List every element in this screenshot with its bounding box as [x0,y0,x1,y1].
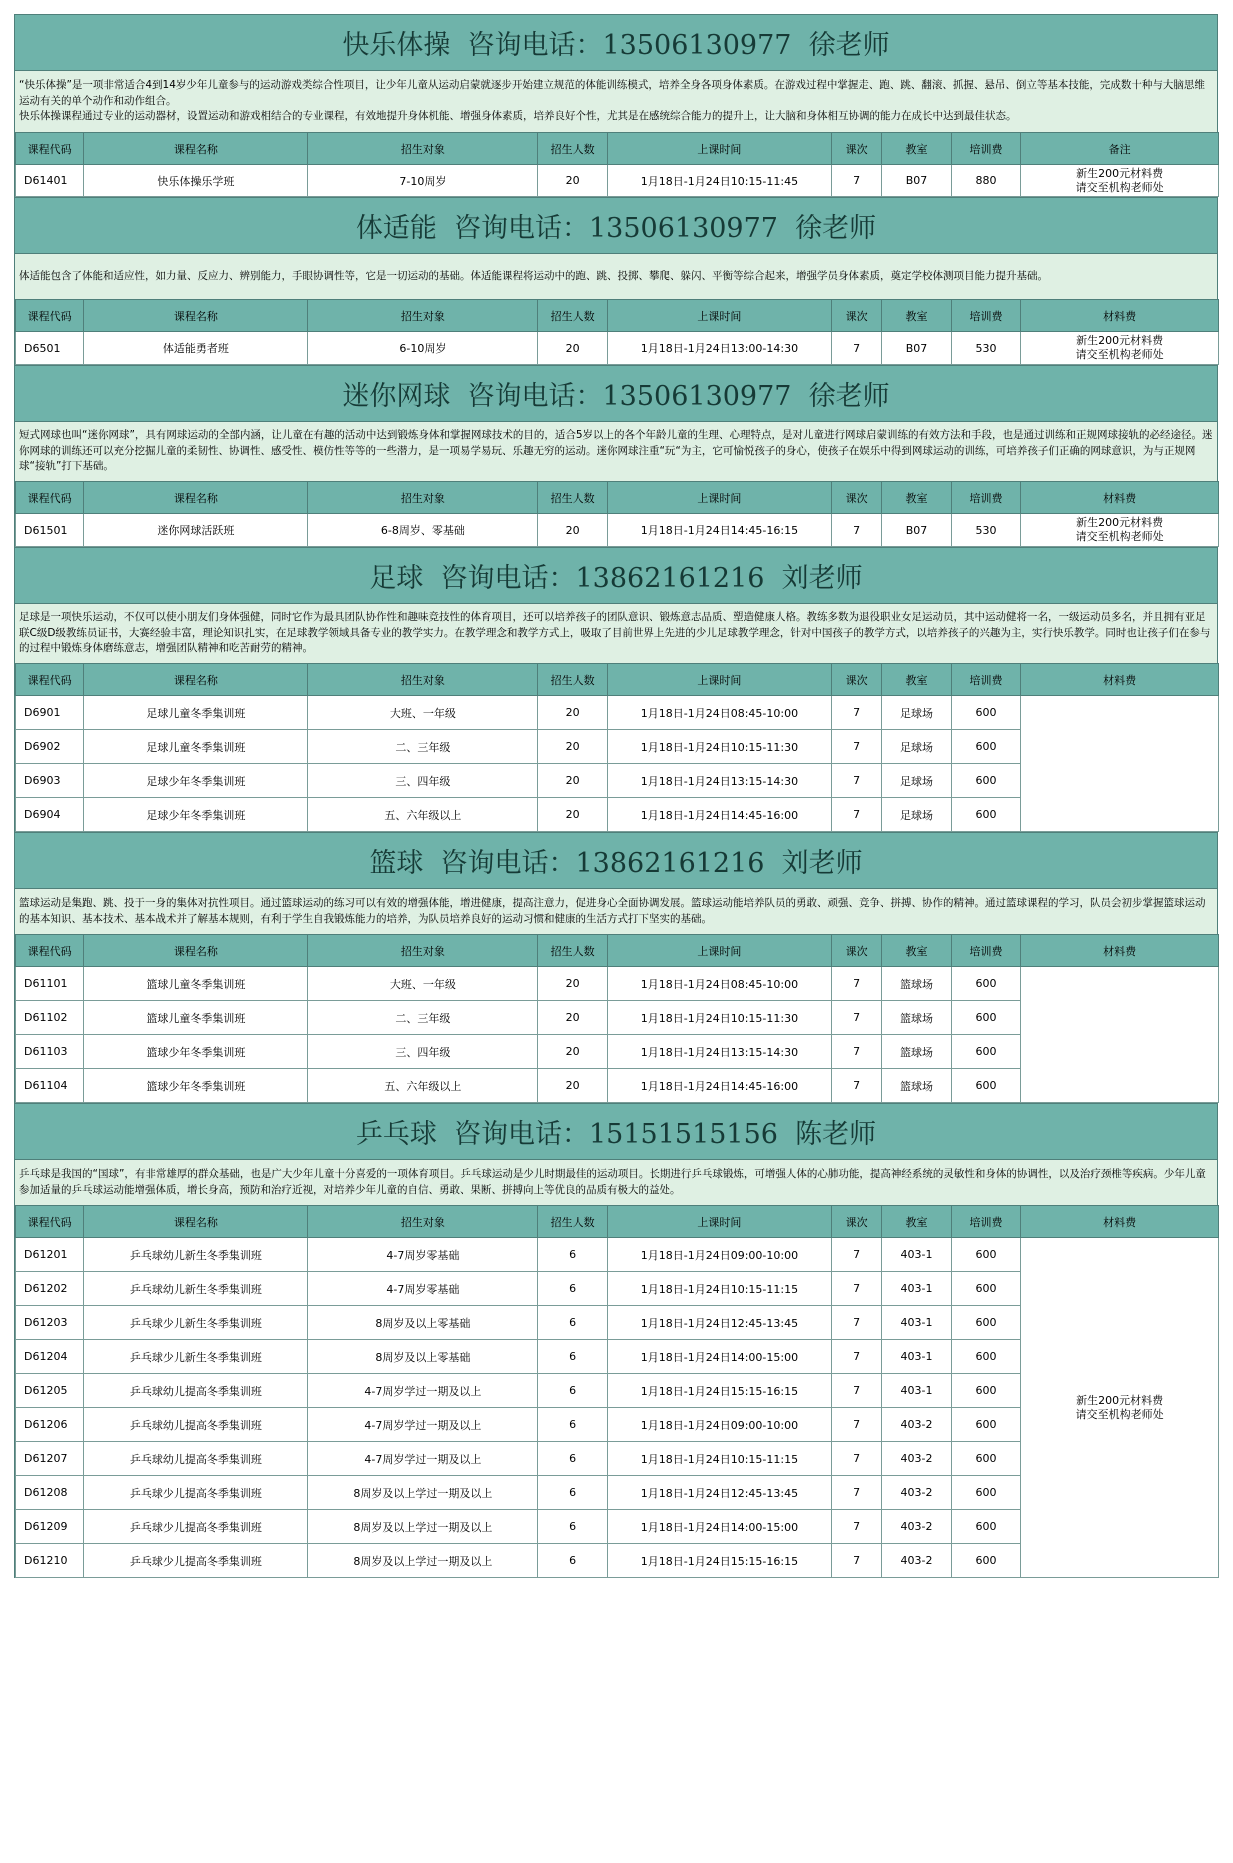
column-header: 招生对象 [308,133,538,165]
section-description [15,421,1217,481]
column-header: 招生对象 [308,482,538,514]
table-cell: D61201 [16,1238,84,1272]
table-cell: 二、三年级 [308,1001,538,1035]
column-header: 教室 [882,935,951,967]
table-cell: 880 [951,165,1020,197]
table-cell: 三、四年级 [308,1035,538,1069]
table-cell: 600 [951,730,1020,764]
table-cell: D61203 [16,1306,84,1340]
table-cell: 乒乓球少儿提高冬季集训班 [84,1544,308,1578]
table-cell: D6904 [16,798,84,832]
table-cell: D61501 [16,514,84,547]
header-row [16,300,1219,332]
table-row [16,1238,1219,1272]
table-cell: D61210 [16,1544,84,1578]
table-cell: 7 [831,1035,881,1069]
table-cell: 600 [951,1306,1020,1340]
course-section [14,14,1218,197]
table-cell: 1月18日-1月24日12:45-13:45 [607,1476,831,1510]
column-header: 课程代码 [16,133,84,165]
table-cell: 403-2 [882,1510,951,1544]
column-header: 上课时间 [607,1206,831,1238]
table-cell: D6501 [16,332,84,365]
column-header: 招生对象 [308,300,538,332]
table-cell: 403-1 [882,1238,951,1272]
table-cell: 1月18日-1月24日10:15-11:30 [607,1001,831,1035]
table-cell: 1月18日-1月24日08:45-10:00 [607,967,831,1001]
table-cell: 20 [538,1035,607,1069]
table-cell: 403-1 [882,1340,951,1374]
table-cell: 足球儿童冬季集训班 [84,696,308,730]
remark-cell [1021,967,1219,1103]
column-header: 课程代码 [16,300,84,332]
table-cell: 乒乓球少儿新生冬季集训班 [84,1340,308,1374]
column-header: 招生人数 [538,664,607,696]
table-cell: 20 [538,332,607,365]
column-header: 招生人数 [538,482,607,514]
table-cell: 快乐体操乐学班 [84,165,308,197]
table-cell: 7 [831,332,881,365]
table-cell: 篮球儿童冬季集训班 [84,1001,308,1035]
table-cell: 6-8周岁、零基础 [308,514,538,547]
table-cell: D61104 [16,1069,84,1103]
column-header: 课次 [831,935,881,967]
table-cell: 篮球少年冬季集训班 [84,1069,308,1103]
table-cell: 403-1 [882,1306,951,1340]
table-cell: 403-2 [882,1408,951,1442]
table-cell: 乒乓球幼儿新生冬季集训班 [84,1238,308,1272]
table-cell: 600 [951,1408,1020,1442]
column-header: 材料费 [1021,482,1219,514]
table-cell: 6 [538,1306,607,1340]
table-cell: 6 [538,1476,607,1510]
table-cell: 8周岁及以上学过一期及以上 [308,1544,538,1578]
table-row [16,165,1219,197]
column-header: 材料费 [1021,1206,1219,1238]
description-text: “快乐体操”是一项非常适合4到14岁少年儿童参与的运动游戏类综合性项目，让少年儿童从运动启蒙就逐步开始建立规范的体能训练模式，培养全身各项身体素质。在游戏过程中掌握走、跑、跳、翻滚、抓握、悬吊、倒立等基本技能，完成数十种与大脑思维运动有关的单个动作和动作组合。 快乐体操课程通过专业的运动器材，设置运动和游戏相结合的专业课程，有效地提升身体机能、增强身体素质，培养良好个性，尤其是在感统综合能力的提升上，让大脑和身体相互协调的能力在成长中达到最佳状态。 [19,79,1205,123]
table-cell: 1月18日-1月24日14:00-15:00 [607,1340,831,1374]
section-description [15,888,1217,934]
table-cell: 足球儿童冬季集训班 [84,730,308,764]
table-cell: 600 [951,1476,1020,1510]
course-section [14,197,1218,365]
table-cell: 4-7周岁零基础 [308,1238,538,1272]
section-title: 快乐体操 咨询电话：13506130977 徐老师 [15,14,1217,70]
table-cell: 20 [538,696,607,730]
table-cell: 足球场 [882,798,951,832]
course-table [15,132,1219,197]
table-cell: 403-1 [882,1374,951,1408]
table-cell: 8周岁及以上零基础 [308,1340,538,1374]
table-cell: 乒乓球幼儿提高冬季集训班 [84,1408,308,1442]
table-cell: 600 [951,696,1020,730]
column-header: 招生对象 [308,664,538,696]
table-cell: 乒乓球少儿新生冬季集训班 [84,1306,308,1340]
table-cell: 4-7周岁学过一期及以上 [308,1408,538,1442]
table-cell: 4-7周岁学过一期及以上 [308,1374,538,1408]
table-cell: 530 [951,332,1020,365]
table-cell: 足球场 [882,696,951,730]
table-cell: 20 [538,730,607,764]
course-table [15,934,1219,1103]
course-sheet [14,14,1218,1578]
table-cell: 篮球场 [882,1035,951,1069]
column-header: 培训费 [951,1206,1020,1238]
table-cell: D61205 [16,1374,84,1408]
table-cell: D61206 [16,1408,84,1442]
table-cell: 1月18日-1月24日08:45-10:00 [607,696,831,730]
course-section [14,365,1218,547]
column-header: 上课时间 [607,482,831,514]
table-cell: 7 [831,1442,881,1476]
column-header: 教室 [882,1206,951,1238]
table-cell: 大班、一年级 [308,696,538,730]
column-header: 课次 [831,300,881,332]
table-cell: 二、三年级 [308,730,538,764]
table-cell: 600 [951,1238,1020,1272]
table-cell: D61208 [16,1476,84,1510]
column-header: 上课时间 [607,664,831,696]
table-cell: 乒乓球少儿提高冬季集训班 [84,1476,308,1510]
table-cell: 1月18日-1月24日12:45-13:45 [607,1306,831,1340]
table-cell: 7 [831,1001,881,1035]
column-header: 招生对象 [308,935,538,967]
description-text: 篮球运动是集跑、跳、投于一身的集体对抗性项目。通过篮球运动的练习可以有效的增强体能，增进健康，提高注意力，促进身心全面协调发展。篮球运动能培养队员的勇敢、顽强、竞争、拼搏、协作的精神。通过篮球课程的学习，队员会初步掌握篮球运动的基本知识、基本技术、基本战术并了解基本规则，有利于学生自我锻炼能力的培养，为队员培养良好的运动习惯和健康的生活方式打下坚实的基础。 [19,897,1206,925]
table-cell: 1月18日-1月24日10:15-11:15 [607,1442,831,1476]
table-cell: 600 [951,1069,1020,1103]
table-cell: 7 [831,1408,881,1442]
column-header: 课次 [831,664,881,696]
table-cell: 600 [951,1374,1020,1408]
column-header: 招生对象 [308,1206,538,1238]
column-header: 培训费 [951,133,1020,165]
table-cell: 乒乓球幼儿新生冬季集训班 [84,1272,308,1306]
table-cell: 403-1 [882,1272,951,1306]
course-table [15,299,1219,365]
table-cell: 7 [831,1510,881,1544]
table-cell: 6-10周岁 [308,332,538,365]
column-header: 课程名称 [84,482,308,514]
column-header: 材料费 [1021,935,1219,967]
table-cell: 530 [951,514,1020,547]
table-cell: 6 [538,1544,607,1578]
column-header: 课程代码 [16,482,84,514]
section-description [15,1159,1217,1205]
table-cell: 1月18日-1月24日14:00-15:00 [607,1510,831,1544]
table-cell: 6 [538,1272,607,1306]
column-header: 招生人数 [538,133,607,165]
table-cell: 五、六年级以上 [308,1069,538,1103]
table-cell: 篮球场 [882,1001,951,1035]
table-cell: 7 [831,1272,881,1306]
table-cell: D61204 [16,1340,84,1374]
table-cell: D61101 [16,967,84,1001]
column-header: 培训费 [951,935,1020,967]
column-header: 教室 [882,482,951,514]
table-cell: 20 [538,967,607,1001]
table-cell: B07 [882,165,951,197]
table-cell: 20 [538,1001,607,1035]
table-cell: D6903 [16,764,84,798]
header-row [16,133,1219,165]
section-title: 迷你网球 咨询电话：13506130977 徐老师 [15,365,1217,421]
table-cell: 1月18日-1月24日10:15-11:15 [607,1272,831,1306]
table-cell: 4-7周岁学过一期及以上 [308,1442,538,1476]
table-cell: 7-10周岁 [308,165,538,197]
remark-cell: 新生200元材料费 请交至机构老师处 [1021,165,1219,197]
table-cell: D61401 [16,165,84,197]
table-cell: 足球少年冬季集训班 [84,798,308,832]
column-header: 上课时间 [607,935,831,967]
table-cell: 7 [831,1306,881,1340]
column-header: 招生人数 [538,300,607,332]
course-table [15,663,1219,832]
table-cell: B07 [882,514,951,547]
header-row [16,1206,1219,1238]
description-text: 足球是一项快乐运动，不仅可以使小朋友们身体强健，同时它作为最具团队协作性和趣味竞技性的体育项目，还可以培养孩子的团队意识、锻炼意志品质、塑造健康人格。教练多数为退役职业女足运动员，其中运动健将一名，一级运动员多名，并且拥有亚足联C级D级教练员证书，大赛经验丰富，理论知识扎实，在足球教学领域具备专业的教学实力。在教学理念和教学方式上，吸取了目前世界上先进的少儿足球教学理念，针对中国孩子的教学方式，以培养孩子的兴趣为主，实行快乐教学。同时也让孩子们在参与的过程中锻炼身体磨练意志，增强团队精神和吃苦耐劳的精神。 [19,611,1211,655]
table-cell: D61102 [16,1001,84,1035]
table-cell: 1月18日-1月24日14:45-16:00 [607,798,831,832]
course-section [14,1103,1218,1578]
table-cell: 6 [538,1340,607,1374]
course-table [15,481,1219,547]
table-cell: 600 [951,1272,1020,1306]
column-header: 备注 [1021,133,1219,165]
table-cell: 迷你网球活跃班 [84,514,308,547]
table-cell: 7 [831,730,881,764]
column-header: 课次 [831,482,881,514]
table-cell: 6 [538,1510,607,1544]
table-cell: 7 [831,1238,881,1272]
column-header: 培训费 [951,664,1020,696]
table-cell: D61209 [16,1510,84,1544]
table-row [16,696,1219,730]
column-header: 课程名称 [84,133,308,165]
table-cell: 1月18日-1月24日10:15-11:30 [607,730,831,764]
table-cell: 8周岁及以上零基础 [308,1306,538,1340]
remark-cell [1021,696,1219,832]
table-cell: 足球场 [882,730,951,764]
column-header: 招生人数 [538,1206,607,1238]
course-section [14,547,1218,832]
column-header: 课程名称 [84,1206,308,1238]
section-title: 乒乓球 咨询电话：15151515156 陈老师 [15,1103,1217,1159]
table-cell: 7 [831,967,881,1001]
table-cell: 1月18日-1月24日14:45-16:15 [607,514,831,547]
table-cell: 600 [951,1035,1020,1069]
description-text: 短式网球也叫“迷你网球”，具有网球运动的全部内涵，让儿童在有趣的活动中达到锻炼身体和掌握网球技术的目的，适合5岁以上的各个年龄儿童的生理、心理特点，是对儿童进行网球启蒙训练的有效方法和手段，也是通过训练和正规网球接轨的必经途径。迷你网球的训练还可以充分挖掘儿童的柔韧性、协调性、感受性、模仿性等等的一些潜力，是一项易学易玩、乐趣无穷的运动。迷你网球注重“玩“为主，它可愉悦孩子的身心，使孩子在娱乐中得到网球运动的训练，可培养孩子们正确的网球意识，为与正规网球“接轨”打下基础。 [19,429,1213,473]
table-cell: 7 [831,764,881,798]
table-cell: 7 [831,165,881,197]
column-header: 课程名称 [84,300,308,332]
column-header: 招生人数 [538,935,607,967]
table-cell: 600 [951,1001,1020,1035]
table-cell: 1月18日-1月24日15:15-16:15 [607,1374,831,1408]
table-cell: 403-2 [882,1476,951,1510]
table-cell: 600 [951,1510,1020,1544]
table-cell: 600 [951,1544,1020,1578]
table-cell: D61207 [16,1442,84,1476]
table-cell: 1月18日-1月24日09:00-10:00 [607,1238,831,1272]
table-cell: D6902 [16,730,84,764]
column-header: 教室 [882,300,951,332]
table-cell: 20 [538,764,607,798]
table-cell: 1月18日-1月24日13:00-14:30 [607,332,831,365]
table-cell: 篮球场 [882,1069,951,1103]
description-text: 乒乓球是我国的“国球”，有非常雄厚的群众基础，也是广大少年儿童十分喜爱的一项体育项目。乒乓球运动是少儿时期最佳的运动项目。长期进行乒乓球锻炼，可增强人体的心肺功能，提高神经系统的灵敏性和身体的协调性，以及治疗颈椎等疾病。少年儿童参加适量的乒乓球运动能增强体质，增长身高，预防和治疗近视，对培养少年儿童的自信、勇敢、果断、拼搏向上等优良的品质有极大的益处。 [19,1168,1206,1196]
table-cell: 4-7周岁零基础 [308,1272,538,1306]
table-cell: 乒乓球幼儿提高冬季集训班 [84,1374,308,1408]
column-header: 培训费 [951,482,1020,514]
table-cell: 6 [538,1374,607,1408]
table-cell: 1月18日-1月24日14:45-16:00 [607,1069,831,1103]
column-header: 上课时间 [607,133,831,165]
table-cell: 大班、一年级 [308,967,538,1001]
table-cell: 乒乓球幼儿提高冬季集训班 [84,1442,308,1476]
table-cell: 403-2 [882,1442,951,1476]
table-cell: 1月18日-1月24日10:15-11:45 [607,165,831,197]
table-cell: 7 [831,1069,881,1103]
section-title: 足球 咨询电话：13862161216 刘老师 [15,547,1217,603]
table-cell: 7 [831,1340,881,1374]
table-cell: 篮球场 [882,967,951,1001]
table-cell: 6 [538,1238,607,1272]
table-cell: 20 [538,514,607,547]
table-cell: 8周岁及以上学过一期及以上 [308,1510,538,1544]
table-cell: 7 [831,1476,881,1510]
table-cell: 6 [538,1408,607,1442]
section-title: 体适能 咨询电话：13506130977 徐老师 [15,197,1217,253]
table-cell: 篮球少年冬季集训班 [84,1035,308,1069]
table-cell: 足球场 [882,764,951,798]
column-header: 教室 [882,133,951,165]
table-cell: 7 [831,696,881,730]
header-row [16,935,1219,967]
remark-cell: 新生200元材料费 请交至机构老师处 [1021,514,1219,547]
table-cell: 五、六年级以上 [308,798,538,832]
column-header: 课程代码 [16,935,84,967]
table-cell: 600 [951,1442,1020,1476]
column-header: 课程代码 [16,1206,84,1238]
table-cell: 1月18日-1月24日09:00-10:00 [607,1408,831,1442]
table-cell: 乒乓球少儿提高冬季集训班 [84,1510,308,1544]
table-cell: 7 [831,1544,881,1578]
column-header: 材料费 [1021,300,1219,332]
section-title: 篮球 咨询电话：13862161216 刘老师 [15,832,1217,888]
table-cell: 8周岁及以上学过一期及以上 [308,1476,538,1510]
table-cell: 7 [831,514,881,547]
column-header: 培训费 [951,300,1020,332]
table-cell: B07 [882,332,951,365]
column-header: 教室 [882,664,951,696]
table-cell: 1月18日-1月24日15:15-16:15 [607,1544,831,1578]
table-cell: 600 [951,798,1020,832]
course-table [15,1205,1219,1578]
description-text: 体适能包含了体能和适应性，如力量、反应力、辨别能力，手眼协调性等，它是一切运动的基础。体适能课程将运动中的跑、跳、投掷、攀爬、躲闪、平衡等综合起来，增强学员身体素质，奠定学校体测项目能力提升基础。 [19,269,1048,282]
section-description [15,253,1217,299]
table-cell: 600 [951,764,1020,798]
table-cell: 403-2 [882,1544,951,1578]
table-cell: 篮球儿童冬季集训班 [84,967,308,1001]
table-row [16,514,1219,547]
table-cell: 600 [951,967,1020,1001]
table-cell: 1月18日-1月24日13:15-14:30 [607,1035,831,1069]
course-section [14,832,1218,1103]
table-cell: D6901 [16,696,84,730]
table-cell: 体适能勇者班 [84,332,308,365]
column-header: 课程名称 [84,664,308,696]
section-description [15,70,1217,132]
table-cell: 1月18日-1月24日13:15-14:30 [607,764,831,798]
table-cell: 20 [538,165,607,197]
column-header: 课次 [831,133,881,165]
table-cell: D61103 [16,1035,84,1069]
column-header: 课程名称 [84,935,308,967]
remark-cell: 新生200元材料费 请交至机构老师处 [1021,1238,1219,1578]
header-row [16,664,1219,696]
remark-cell: 新生200元材料费 请交至机构老师处 [1021,332,1219,365]
table-row [16,332,1219,365]
table-cell: D61202 [16,1272,84,1306]
table-cell: 20 [538,1069,607,1103]
table-row [16,967,1219,1001]
column-header: 课程代码 [16,664,84,696]
table-cell: 6 [538,1442,607,1476]
table-cell: 三、四年级 [308,764,538,798]
header-row [16,482,1219,514]
column-header: 材料费 [1021,664,1219,696]
table-cell: 足球少年冬季集训班 [84,764,308,798]
table-cell: 7 [831,798,881,832]
section-description [15,603,1217,663]
column-header: 上课时间 [607,300,831,332]
table-cell: 20 [538,798,607,832]
table-cell: 7 [831,1374,881,1408]
column-header: 课次 [831,1206,881,1238]
table-cell: 600 [951,1340,1020,1374]
